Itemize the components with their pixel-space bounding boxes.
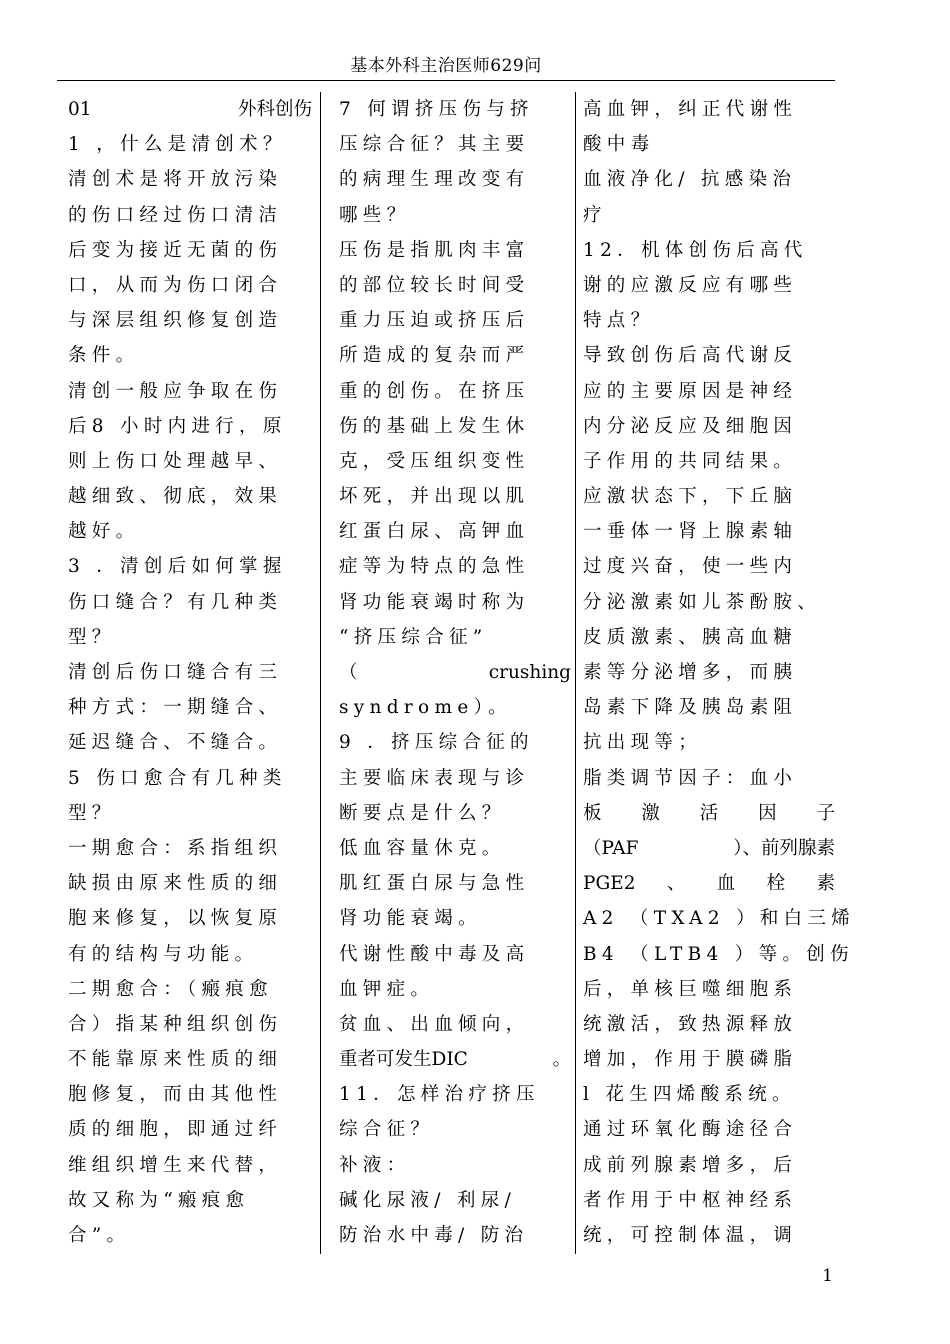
text-line: 一期愈合：系指组织 — [68, 837, 283, 859]
text-line: 红蛋白尿、高钾血 — [339, 521, 530, 543]
text-line: 所造成的复杂而严 — [339, 345, 530, 367]
text-line: 越好。 — [68, 521, 140, 543]
text-line: 1 ，什么是清创术？ — [68, 134, 287, 156]
text-line: PGE2 、 血 栓 素 — [583, 873, 835, 895]
text-line: 11．怎样治疗挤压 — [339, 1084, 540, 1106]
text-line: 统激活，致热源释放 — [583, 1013, 798, 1035]
text-line: 胞修复，而由其他性 — [68, 1084, 283, 1106]
text-line: 01 外科创伤 — [68, 99, 312, 120]
text-line: 后8 小时内进行，原 — [68, 415, 287, 437]
text-line: 脂类调节因子：血小 — [583, 767, 798, 789]
text-line: “挤压综合征” — [339, 626, 488, 648]
text-line: 皮质激素、胰高血糖 — [583, 626, 798, 648]
text-line: 子作用的共同结果。 — [583, 450, 798, 472]
text-line: 种方式：一期缝合、 — [68, 697, 283, 719]
text-line: 分泌激素如儿茶酚胺、 — [583, 591, 822, 613]
text-line: 则上伤口处理越早、 — [68, 450, 283, 472]
text-line: 应激状态下，下丘脑 — [583, 486, 798, 508]
text-line: 者作用于中枢神经系 — [583, 1189, 798, 1211]
text-line: 后变为接近无菌的伤 — [68, 239, 283, 261]
text-line: 低血容量休克。 — [339, 837, 506, 859]
text-line: 条件。 — [68, 345, 140, 367]
text-line: 二期愈合：（瘢痕愈 — [68, 978, 273, 1000]
text-line: 5 伤口愈合有几种类 — [68, 767, 287, 789]
text-line: 坏死，并出现以肌 — [339, 486, 530, 508]
text-line: 特点？ — [583, 310, 655, 332]
text-line: 疗 — [583, 204, 607, 226]
text-line: 压伤是指肌肉丰富 — [339, 239, 530, 261]
text-line: 综合征？ — [339, 1119, 435, 1141]
column-divider-2 — [575, 92, 576, 1254]
text-line: l 花生四烯酸系统。 — [583, 1084, 796, 1106]
text-line: 症等为特点的急性 — [339, 556, 530, 578]
page-number: 1 — [822, 1266, 833, 1286]
text-line: 3 ．清创后如何掌握 — [68, 556, 287, 578]
text-line: 维组织增生来代替， — [68, 1154, 283, 1176]
text-line: 内分泌反应及细胞因 — [583, 415, 798, 437]
text-line: 伤的基础上发生休 — [339, 415, 530, 437]
text-line: 9 ．挤压综合征的 — [339, 732, 534, 754]
text-line: 清创一般应争取在伤 — [68, 380, 283, 402]
text-line: 越细致、彻底，效果 — [68, 486, 283, 508]
text-line: syndrome）。 — [339, 697, 512, 719]
text-line: 断要点是什么？ — [339, 802, 506, 824]
text-line: 质的细胞，即通过纤 — [68, 1119, 283, 1141]
text-line: 肾功能衰竭时称为 — [339, 591, 530, 613]
text-line: 12．机体创伤后高代 — [583, 239, 808, 261]
text-line: （ crushing — [339, 662, 571, 683]
text-line: 延迟缝合、不缝合。 — [68, 732, 283, 754]
text-line: 成前列腺素增多，后 — [583, 1154, 798, 1176]
text-line: 合）指某种组织创伤 — [68, 1013, 283, 1035]
text-line: 口，从而为伤口闭合 — [68, 274, 283, 296]
text-line: 谢的应激反应有哪些 — [583, 274, 798, 296]
text-line: 故又称为“瘢痕愈 — [68, 1189, 250, 1211]
text-line: 的病理生理改变有 — [339, 169, 530, 191]
text-line: 肾功能衰竭。 — [339, 908, 482, 930]
column-divider-1 — [320, 92, 321, 1254]
text-line: 防治水中毒/ 防治 — [339, 1225, 529, 1246]
text-line: 的部位较长时间受 — [339, 274, 530, 296]
text-line: 高血钾，纠正代谢性 — [583, 99, 798, 120]
text-line: 血钾症。 — [339, 978, 435, 1000]
text-line: A2 （TXA2 ）和白三烯 — [583, 908, 856, 930]
text-line: 碱化尿液/ 利尿/ — [339, 1189, 517, 1211]
text-line: B4 （LTB4 ）等。创伤 — [583, 943, 854, 965]
text-line: 后，单核巨噬细胞系 — [583, 978, 798, 1000]
text-line: 增加，作用于膜磷脂 — [583, 1049, 798, 1071]
text-line: 重力压迫或挤压后 — [339, 310, 530, 332]
text-line: 型？ — [68, 802, 116, 824]
text-line: 有的结构与功能。 — [68, 943, 259, 965]
text-column-2 — [339, 92, 571, 1253]
text-line: 主要临床表现与诊 — [339, 767, 530, 789]
text-line: 素等分泌增多，而胰 — [583, 662, 798, 683]
text-line: 哪些？ — [339, 204, 411, 226]
text-line: 导致创伤后高代谢反 — [583, 345, 798, 367]
text-line: 克，受压组织变性 — [339, 450, 530, 472]
text-line: 过度兴奋，使一些内 — [583, 556, 798, 578]
text-line: 抗出现等； — [583, 732, 703, 754]
text-line: 的伤口经过伤口清洁 — [68, 204, 283, 226]
text-line: 伤口缝合？有几种类 — [68, 591, 283, 613]
text-line: 压综合征？其主要 — [339, 134, 530, 156]
text-line: 补液： — [339, 1154, 411, 1176]
text-line: 重者可发生DIC 。 — [339, 1049, 571, 1071]
text-line: 清创后伤口缝合有三 — [68, 662, 283, 683]
text-line: 岛素下降及胰岛素阻 — [583, 697, 798, 719]
text-line: 贫血、出血倾向， — [339, 1013, 530, 1035]
text-line: 统，可控制体温，调 — [583, 1225, 798, 1246]
text-line: 胞来修复，以恢复原 — [68, 908, 283, 930]
text-line: 代谢性酸中毒及高 — [339, 943, 530, 965]
text-line: 板 激 活 因 子 — [583, 802, 835, 824]
text-line: 酸中毒 — [583, 134, 655, 156]
text-line: 与深层组织修复创造 — [68, 310, 283, 332]
text-line: 一垂体一肾上腺素轴 — [583, 521, 798, 543]
text-line: 应的主要原因是神经 — [583, 380, 798, 402]
text-line: （PAF ）、前列腺素 — [583, 837, 835, 859]
text-line: 重的创伤。在挤压 — [339, 380, 530, 402]
text-line: 清创术是将开放污染 — [68, 169, 283, 191]
text-line: 不能靠原来性质的细 — [68, 1049, 283, 1071]
text-column-1 — [68, 92, 312, 1253]
text-line: 型？ — [68, 626, 116, 648]
text-line: 7 何谓挤压伤与挤 — [339, 99, 534, 120]
header-rule — [57, 80, 835, 81]
text-line: 血液净化/ 抗感染治 — [583, 169, 797, 191]
text-line: 缺损由原来性质的细 — [68, 873, 283, 895]
text-line: 合”。 — [68, 1225, 131, 1246]
text-column-3 — [583, 92, 856, 1253]
text-line: 通过环氧化酶途径合 — [583, 1119, 798, 1141]
page-header-title: 基本外科主治医师629问 — [350, 56, 542, 76]
text-line: 肌红蛋白尿与急性 — [339, 873, 530, 895]
